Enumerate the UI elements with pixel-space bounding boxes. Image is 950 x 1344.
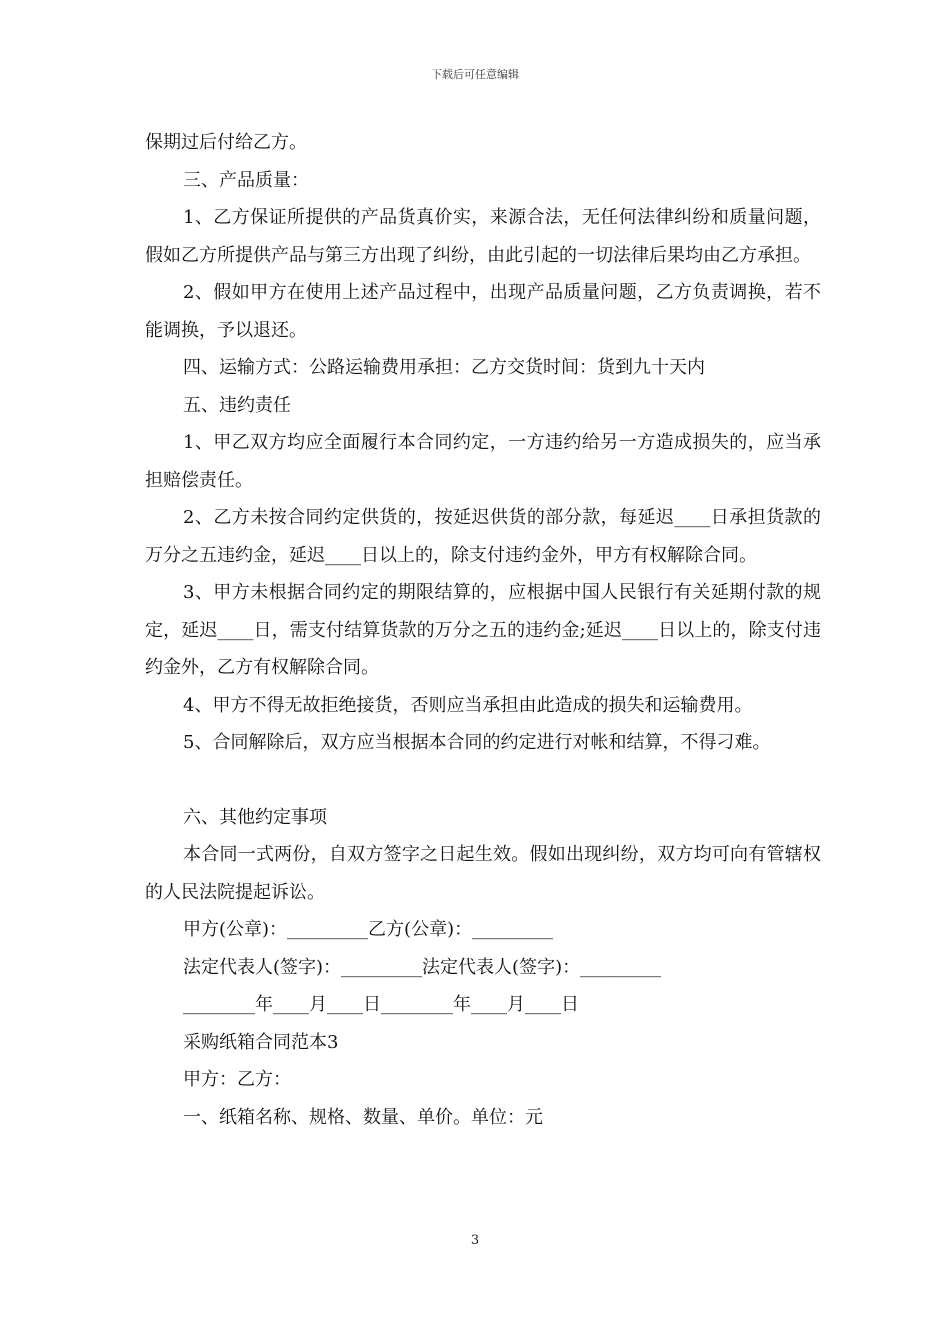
paragraph-quality-2: 2、假如甲方在使用上述产品过程中，出现产品质量问题，乙方负责调换，若不能调换，予以退还。 (145, 282, 821, 341)
paragraph-effectiveness: 本合同一式两份，自双方签字之日起生效。假如出现纠纷，双方均可向有管辖权的人民法院提起诉讼。 (145, 844, 821, 903)
parties-line: 甲方：乙方： (183, 1069, 291, 1090)
blank-line (145, 762, 821, 799)
section-title-contract-3: 采购纸箱合同范本3 (183, 1031, 339, 1053)
signature-seal-line: 甲方(公章)：_________乙方(公章)：_________ (183, 919, 554, 940)
document-body (145, 124, 821, 1136)
heading-transport: 四、运输方式：公路运输费用承担：乙方交货时间：货到九十天内 (183, 357, 705, 378)
heading-breach: 五、违约责任 (183, 394, 291, 416)
paragraph-breach-3: 3、甲方未根据合同约定的期限结算的，应根据中国人民银行有关延期付款的规定，延迟____日，需支付结算货款的万分之五的违约金;延迟____日以上的，除支付违约金外，乙方有权解除合同。 (145, 582, 821, 678)
heading-carton-specs: 一、纸箱名称、规格、数量、单价。单位：元 (183, 1106, 543, 1128)
paragraph-warranty-payment: 保期过后付给乙方。 (145, 132, 307, 153)
paragraph-breach-5: 5、合同解除后，双方应当根据本合同的约定进行对帐和结算，不得刁难。 (183, 732, 771, 753)
paragraph-breach-1: 1、甲乙双方均应全面履行本合同约定，一方违约给另一方造成损失的，应当承担赔偿责任。 (145, 432, 821, 491)
signature-representative-line: 法定代表人(签字)：_________法定代表人(签字)：_________ (183, 956, 662, 978)
heading-product-quality: 三、产品质量： (183, 169, 309, 191)
signature-date-line: ________年____月____日________年____月____日 (183, 994, 579, 1015)
page-header: 下载后可任意编辑 (431, 68, 519, 81)
paragraph-quality-1: 1、乙方保证所提供的产品货真价实，来源合法，无任何法律纠纷和质量问题，假如乙方所提供产品与第三方出现了纠纷，由此引起的一切法律后果均由乙方承担。 (145, 207, 821, 266)
paragraph-breach-2: 2、乙方未按合同约定供货的，按延迟供货的部分款，每延迟____日承担货款的万分之五违约金，延迟____日以上的，除支付违约金外，甲方有权解除合同。 (145, 507, 821, 566)
page-number: 3 (470, 1233, 480, 1248)
heading-other-terms: 六、其他约定事项 (183, 806, 327, 828)
paragraph-breach-4: 4、甲方不得无故拒绝接货，否则应当承担由此造成的损失和运输费用。 (183, 694, 753, 716)
